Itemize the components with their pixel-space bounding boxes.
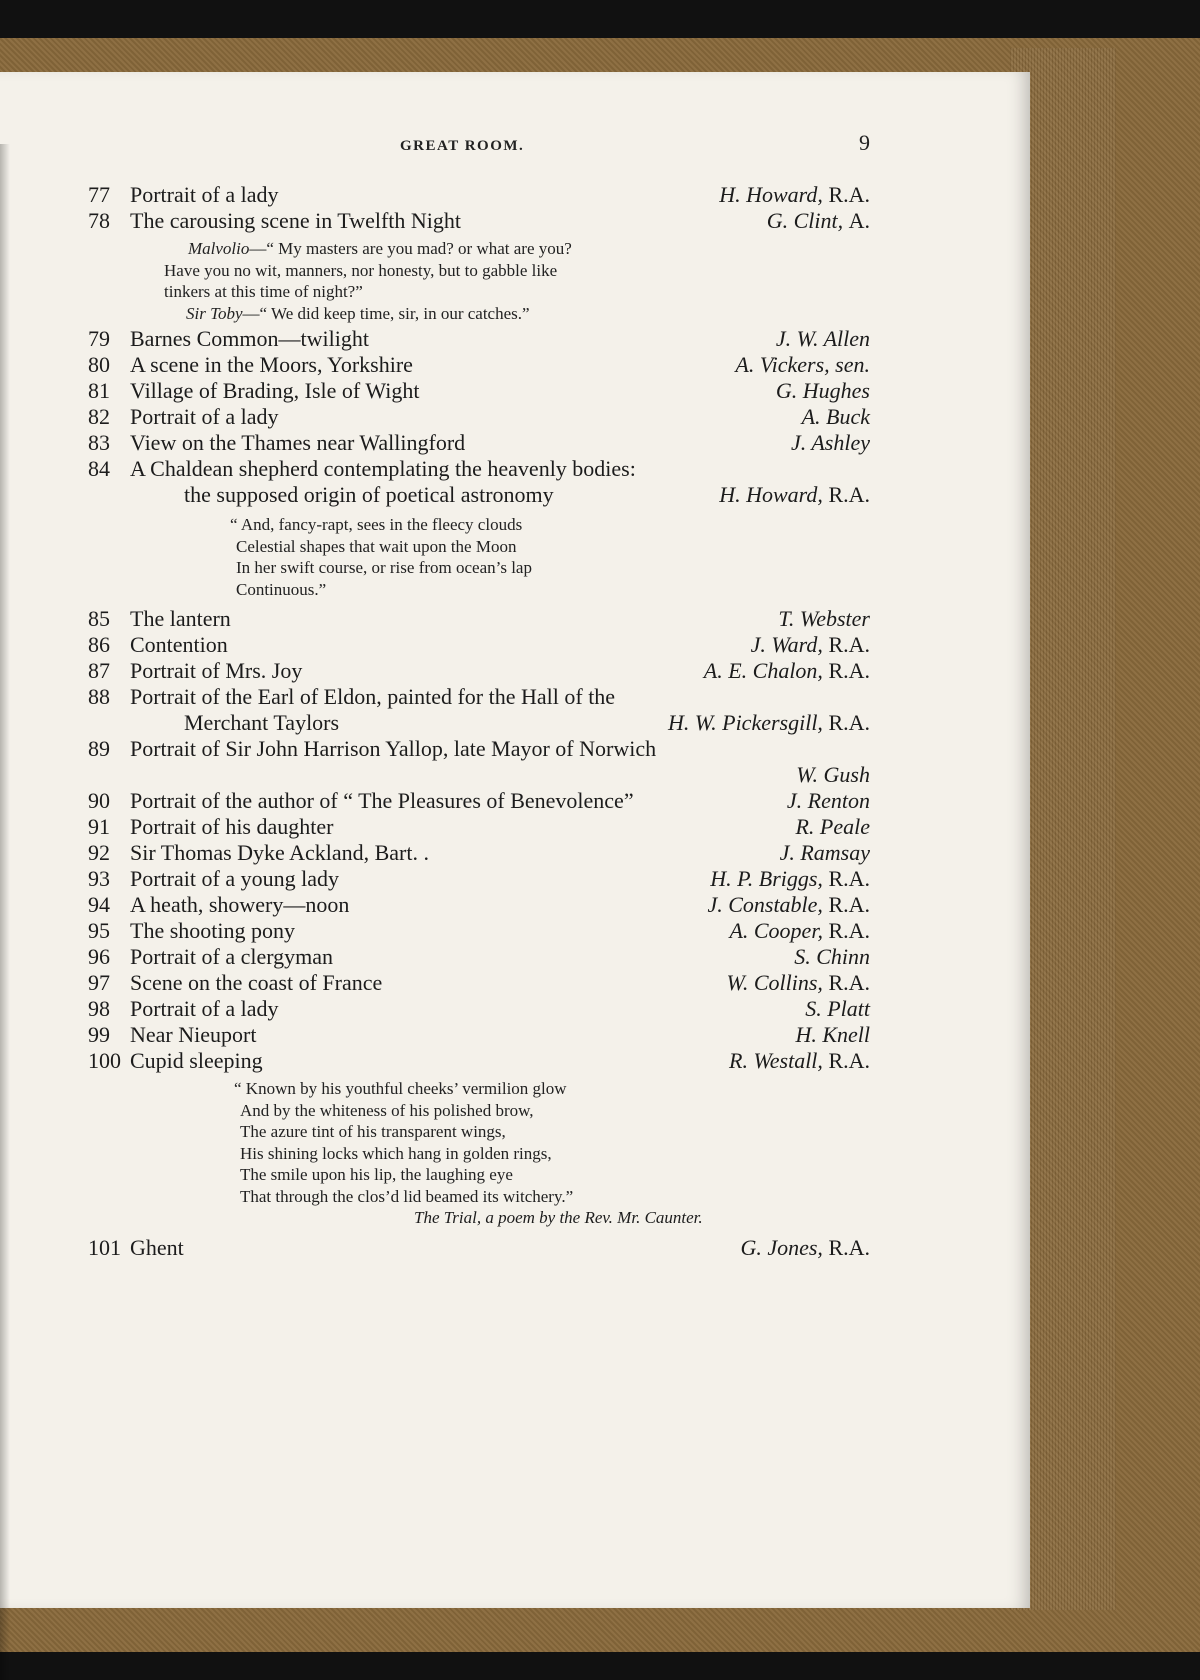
entry-80 [88, 352, 870, 378]
entry-title: Portrait of a lady [130, 996, 279, 1021]
entry-number: 88 [88, 684, 110, 709]
entry-number: 89 [88, 736, 110, 761]
quote-line: Have you no wit, manners, nor honesty, but to gabble like [164, 260, 558, 280]
entry-title: Sir Thomas Dyke Ackland, Bart. . [130, 840, 429, 865]
entry-84-continued [88, 482, 870, 508]
quote-line: Continuous.” [236, 579, 327, 599]
entry-title: Portrait of Sir John Harrison Yallop, late Mayor of Norwich [130, 736, 657, 761]
entry-artist: J. Ramsay [779, 840, 870, 865]
entry-number: 101 [88, 1235, 121, 1260]
entry-title: Merchant Taylors [184, 710, 340, 735]
entry-number: 77 [88, 182, 110, 207]
quote-line: tinkers at this time of night?” [164, 282, 363, 301]
quote-line: Celestial shapes that wait upon the Moon [236, 536, 517, 556]
entry-artist: J. Ashley [790, 430, 870, 455]
entry-title: Portrait of a lady [130, 182, 279, 207]
entry-artist: H. W. Pickersgill, R.A. [667, 710, 870, 735]
entry-number: 99 [88, 1022, 110, 1047]
entry-92 [88, 840, 870, 866]
entry-98 [88, 996, 870, 1022]
quote-line: The azure tint of his transparent wings, [240, 1122, 506, 1141]
entry-title: Contention [130, 632, 228, 657]
entry-number: 98 [88, 996, 110, 1021]
entry-93 [88, 866, 870, 892]
entry-artist: S. Platt [805, 996, 870, 1021]
quote-line: “ And, fancy-rapt, sees in the fleecy clouds [230, 515, 523, 534]
entry-94 [88, 892, 870, 918]
quote-line: In her swift course, or rise from ocean’s lap [236, 558, 532, 577]
entry-number: 93 [88, 866, 110, 891]
entry-number: 86 [88, 632, 110, 657]
entry-89 [88, 736, 870, 762]
quote-line: —“ My masters are you mad? or what are you? [249, 239, 572, 258]
entry-artist: R. Westall, R.A. [729, 1048, 870, 1073]
entry-artist: S. Chinn [794, 944, 870, 969]
entry-82 [88, 404, 870, 430]
entry-title: Ghent [130, 1235, 184, 1260]
quote-line: His shining locks which hang in golden rings, [240, 1143, 552, 1163]
entry-99 [88, 1022, 870, 1048]
entry-title: A scene in the Moors, Yorkshire [130, 352, 413, 377]
entry-91 [88, 814, 870, 840]
entry-84 [88, 456, 870, 482]
entry-artist: G. Hughes [775, 378, 870, 403]
entry-number: 87 [88, 658, 110, 683]
entry-artist: W. Gush [796, 762, 870, 787]
entry-96 [88, 944, 870, 970]
entry-89-artist [88, 762, 870, 788]
entry-88 [88, 684, 870, 710]
entry-number: 94 [88, 892, 110, 917]
entry-number: 79 [88, 326, 110, 351]
entry-title: A Chaldean shepherd contemplating the heavenly bodies: [130, 456, 636, 481]
entry-artist: H. Howard, R.A. [719, 182, 870, 207]
entry-title: A heath, showery—noon [130, 892, 350, 917]
entry-artist: A. Vickers, sen. [735, 352, 870, 377]
quote-line: “ Known by his youthful cheeks’ vermilion glow [234, 1079, 567, 1098]
entry-number: 90 [88, 788, 110, 813]
page-header [90, 130, 870, 160]
entry-title: Cupid sleeping [130, 1048, 263, 1073]
entry-101 [88, 1235, 870, 1261]
entry-artist: W. Collins, R.A. [726, 970, 870, 995]
entry-artist: J. Renton [786, 788, 870, 813]
entry-artist: A. Cooper, R.A. [729, 918, 870, 943]
entry-79 [88, 326, 870, 352]
entry-artist: H. Knell [795, 1022, 870, 1047]
entry-title: the supposed origin of poetical astronomy [184, 482, 554, 507]
quote-speaker: Malvolio [188, 239, 250, 258]
entry-number: 83 [88, 430, 110, 455]
quote-entry-84 [88, 508, 870, 606]
entry-title: Portrait of a lady [130, 404, 279, 429]
entry-title: The lantern [130, 606, 231, 631]
quote-line: —“ We did keep time, sir, in our catches.” [242, 303, 530, 323]
quote-attribution: The Trial, a poem by the Rev. Mr. Caunter. [414, 1208, 703, 1227]
entry-83 [88, 430, 870, 456]
entry-100 [88, 1048, 870, 1074]
entry-97 [88, 970, 870, 996]
entry-87 [88, 658, 870, 684]
entry-number: 100 [88, 1048, 121, 1073]
entry-title: Near Nieuport [130, 1022, 257, 1047]
entry-88-continued [88, 710, 870, 736]
entry-title: Village of Brading, Isle of Wight [130, 378, 420, 403]
entry-title: The carousing scene in Twelfth Night [130, 208, 462, 233]
entry-81 [88, 378, 870, 404]
entry-artist: H. Howard, R.A. [719, 482, 870, 507]
entry-number: 80 [88, 352, 110, 377]
entry-title: Portrait of the Earl of Eldon, painted for the Hall of the [130, 684, 616, 709]
entry-86 [88, 632, 870, 658]
entry-artist: T. Webster [778, 606, 870, 631]
entry-title: Portrait of a young lady [130, 866, 339, 891]
entry-number: 92 [88, 840, 110, 865]
page-number: 9 [859, 130, 870, 155]
running-head: GREAT ROOM. [400, 138, 525, 154]
entry-title: View on the Thames near Wallingford [130, 430, 466, 455]
entry-title: Portrait of a clergyman [130, 944, 334, 969]
entry-95 [88, 918, 870, 944]
entry-number: 84 [88, 456, 110, 481]
entry-title: Barnes Common—twilight [130, 326, 369, 351]
quote-line: The smile upon his lip, the laughing eye [240, 1165, 513, 1184]
entry-artist: G. Clint, A. [766, 208, 870, 233]
entry-artist: G. Jones, R.A. [740, 1235, 870, 1260]
entry-85 [88, 606, 870, 632]
entry-number: 78 [88, 208, 110, 233]
quote-line: And by the whiteness of his polished brow, [240, 1100, 534, 1120]
entry-number: 91 [88, 814, 110, 839]
entry-number: 97 [88, 970, 110, 995]
catalogue-entries [88, 182, 870, 1261]
entry-title: The shooting pony [130, 918, 295, 943]
entry-number: 81 [88, 378, 110, 403]
quote-entry-100 [88, 1074, 870, 1207]
binding-shadow [0, 144, 10, 1680]
entry-number: 82 [88, 404, 110, 429]
entry-title: Portrait of the author of “ The Pleasures of Benevolence” [130, 788, 634, 813]
entry-number: 95 [88, 918, 110, 943]
entry-number: 96 [88, 944, 110, 969]
entry-artist: A. Buck [801, 404, 870, 429]
quote-entry-78 [88, 234, 870, 326]
quote-speaker: Sir Toby [186, 303, 243, 323]
entry-artist: A. E. Chalon, R.A. [703, 658, 870, 683]
entry-title: Portrait of Mrs. Joy [130, 658, 303, 683]
entry-artist: H. P. Briggs, R.A. [710, 866, 870, 891]
quote-line: That through the clos’d lid beamed its witchery.” [240, 1186, 574, 1206]
entry-90 [88, 788, 870, 814]
entry-77 [88, 182, 870, 208]
entry-78 [88, 208, 870, 234]
entry-number: 85 [88, 606, 110, 631]
entry-artist: J. Constable, R.A. [707, 892, 870, 917]
entry-artist: R. Peale [795, 814, 870, 839]
entry-title: Portrait of his daughter [130, 814, 334, 839]
entry-artist: J. Ward, R.A. [750, 632, 870, 657]
entry-artist: J. W. Allen [775, 326, 870, 351]
entry-title: Scene on the coast of France [130, 970, 383, 995]
